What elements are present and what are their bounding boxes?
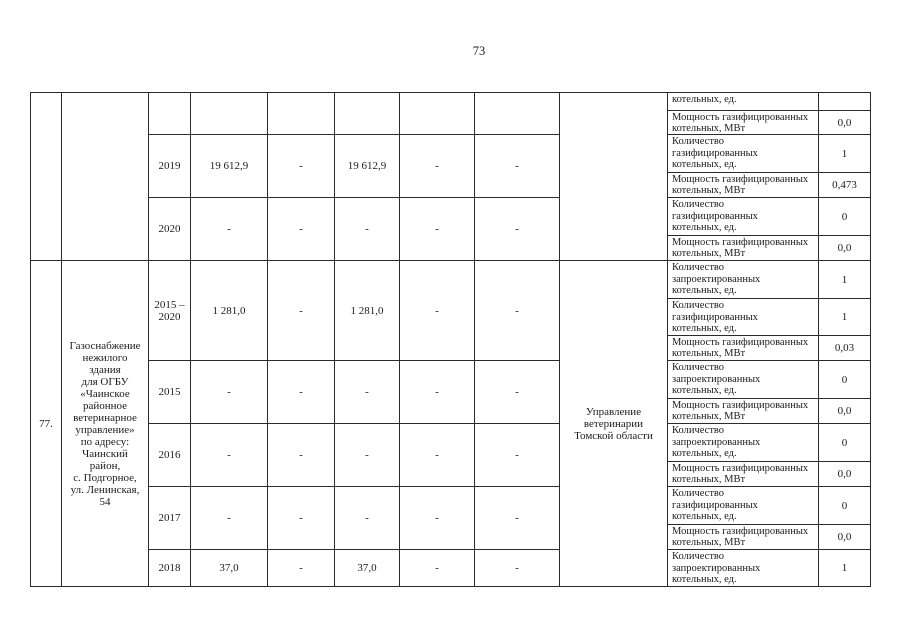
amount-cell: - [400,135,475,198]
year-cell: 2015 [149,361,191,424]
indicator-name-cell: Мощность газифицированных котельных, МВт [668,336,819,361]
indicator-value-cell: 0 [819,424,871,462]
amount-cell: - [335,487,400,550]
responsible-cell [560,93,668,261]
amount-cell: 19 612,9 [191,135,268,198]
table-row [31,361,871,399]
indicator-value-cell: 0 [819,487,871,525]
indicator-name-cell: Количество запроектированных котельных, ед. [668,550,819,587]
indicator-name-cell: Количество запроектированных котельных, ед. [668,424,819,462]
amount-cell: - [475,550,560,587]
indicator-name-cell: Количество газифицированных котельных, ед. [668,135,819,173]
amount-cell: - [475,135,560,198]
indicator-name-cell: Количество газифицированных котельных, ед. [668,299,819,336]
indicator-value-cell [819,93,871,111]
table-row [31,93,871,111]
indicator-value-cell: 0,0 [819,399,871,424]
indicator-name-cell: Мощность газифицированных котельных, МВт [668,236,819,261]
amount-cell: - [400,198,475,261]
amount-cell: - [268,261,335,361]
year-cell: 2015 – 2020 [149,261,191,361]
amount-cell: - [400,487,475,550]
item-description-cell: Газоснабжение нежилого здания для ОГБУ «Чаинское районное ветеринарное управление» по адресу: Чаинский район, с. Подгорное, ул. Ленинская, 54 [62,261,149,587]
indicator-value-cell: 0 [819,361,871,399]
amount-cell: - [191,361,268,424]
amount-cell: 37,0 [191,550,268,587]
program-table [30,92,871,587]
amount-cell: - [268,361,335,424]
year-cell: 2018 [149,550,191,587]
year-cell: 2016 [149,424,191,487]
amount-cell: - [268,424,335,487]
year-cell: 2019 [149,135,191,198]
indicator-value-cell: 0 [819,198,871,236]
year-cell [149,93,191,135]
item-number-cell: 77. [31,261,62,587]
indicator-name-cell: Количество газифицированных котельных, ед. [668,487,819,525]
amount-cell: - [191,198,268,261]
amount-cell: - [400,550,475,587]
amount-cell: 1 281,0 [335,261,400,361]
table-row [31,424,871,462]
indicator-name-cell: Мощность газифицированных котельных, МВт [668,173,819,198]
indicator-value-cell: 0,0 [819,525,871,550]
indicator-name-cell: Количество запроектированных котельных, ед. [668,261,819,299]
amount-cell: - [400,424,475,487]
table-row [31,135,871,173]
indicator-name-cell: Мощность газифицированных котельных, МВт [668,462,819,487]
indicator-value-cell: 1 [819,135,871,173]
amount-cell: - [475,261,560,361]
amount-cell [268,93,335,135]
year-cell: 2017 [149,487,191,550]
indicator-value-cell: 1 [819,550,871,587]
responsible-cell: Управление ветеринарии Томской области [560,261,668,587]
amount-cell: - [268,487,335,550]
indicator-name-cell: Количество запроектированных котельных, ед. [668,361,819,399]
table-row [31,550,871,587]
indicator-value-cell: 0,0 [819,111,871,135]
amount-cell: - [335,361,400,424]
amount-cell: - [191,424,268,487]
amount-cell [475,93,560,135]
amount-cell [335,93,400,135]
amount-cell: 37,0 [335,550,400,587]
table-row [31,198,871,236]
item-number-cell [31,93,62,261]
indicator-name-cell: Мощность газифицированных котельных, МВт [668,111,819,135]
amount-cell: - [335,198,400,261]
amount-cell: - [400,361,475,424]
amount-cell: - [475,424,560,487]
indicator-name-cell: Мощность газифицированных котельных, МВт [668,399,819,424]
amount-cell: - [400,261,475,361]
year-cell: 2020 [149,198,191,261]
indicator-value-cell: 0,03 [819,336,871,361]
amount-cell: - [268,198,335,261]
indicator-value-cell: 0,0 [819,236,871,261]
amount-cell [191,93,268,135]
amount-cell: - [475,361,560,424]
amount-cell: - [335,424,400,487]
amount-cell: 19 612,9 [335,135,400,198]
amount-cell [400,93,475,135]
amount-cell: - [268,135,335,198]
indicator-name-cell: котельных, ед. [668,93,819,111]
indicator-value-cell: 0,473 [819,173,871,198]
indicator-value-cell: 0,0 [819,462,871,487]
amount-cell: - [191,487,268,550]
indicator-name-cell: Мощность газифицированных котельных, МВт [668,525,819,550]
indicator-name-cell: Количество газифицированных котельных, ед. [668,198,819,236]
amount-cell: - [268,550,335,587]
item-description-cell [62,93,149,261]
table-row [31,487,871,525]
indicator-value-cell: 1 [819,261,871,299]
amount-cell: - [475,487,560,550]
indicator-value-cell: 1 [819,299,871,336]
page-number: 73 [472,44,486,58]
amount-cell: 1 281,0 [191,261,268,361]
table-row [31,261,871,299]
amount-cell: - [475,198,560,261]
